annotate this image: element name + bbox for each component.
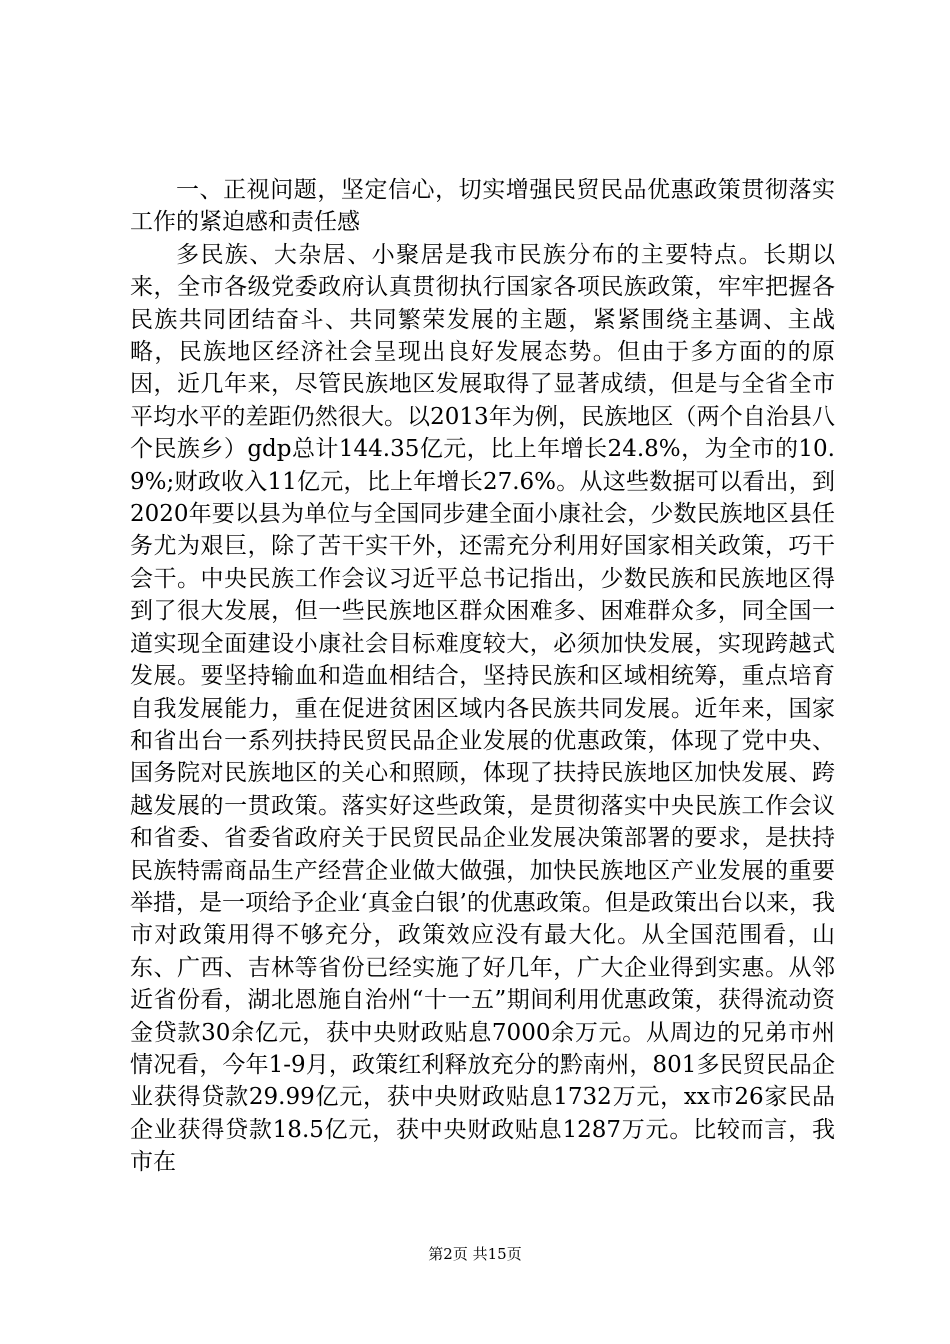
section-heading: 一、正视问题，坚定信心，切实增强民贸民品优惠政策贯彻落实工作的紧迫感和责任感 xyxy=(130,177,835,236)
body-paragraph: 多民族、大杂居、小聚居是我市民族分布的主要特点。长期以来，全市各级党委政府认真贯彻执行国家各项民族政策，牢牢把握各民族共同团结奋斗、共同繁荣发展的主题，紧紧围绕主基调、主战略，民族地区经济社会呈现出良好发展态势。但由于多方面的的原因，近几年来，尽管民族地区发展取得了显著成绩，但是与全省全市平均水平的差距仍然很大。以2013年为例，民族地区（两个自治县八个民族乡）gdp总计144.35亿元，比上年增长24.8%，为全市的10.9%;财政收入11亿元，比上年增长27.6%。从这些数据可以看出，到2020年要以县为单位与全国同步建全面小康社会，少数民族地区县任务尤为艰巨，除了苦干实干外，还需充分利用好国家相关政策，巧干会干。中央民族工作会议习近平总书记指出，少数民族和民族地区得到了很大发展，但一些民族地区群众困难多、困难群众多，同全国一道实现全面建设小康社会目标难度较大，必须加快发展，实现跨越式发展。要坚持输血和造血相结合，坚持民族和区域相统筹，重点培育自我发展能力，重在促进贫困区域内各民族共同发展。近年来，国家和省出台一系列扶持民贸民品企业发展的优惠政策，体现了党中央、国务院对民族地区的关心和照顾，体现了扶持民族地区加快发展、跨越发展的一贯政策。落实好这些政策，是贯彻落实中央民族工作会议和省委、省委省政府关于民贸民品企业发展决策部署的要求，是扶持民族特需商品生产经营企业做大做强，加快民族地区产业发展的重要举措，是一项给予企业‘真金白银’的优惠政策。但是政策出台以来，我市对政策用得不够充分，政策效应没有最大化。从全国范围看，山东、广西、吉林等省份已经实施了好几年，广大企业得到实惠。从邻近省份看，湖北恩施自治州“十一五”期间利用优惠政策，获得流动资金贷款30余亿元，获中央财政贴息7000余万元。从周边的兄弟市州情况看，今年1-9月，政策红利释放充分的黔南州，801多民贸民品企业获得贷款29.99亿元，获中央财政贴息1732万元，xx市26家民品企业获得贷款18.5亿元，获中央财政贴息1287万元。比较而言，我市在 xyxy=(130,241,835,1176)
document-body xyxy=(130,174,835,1179)
page-footer: 第2页 共15页 xyxy=(428,1245,522,1263)
